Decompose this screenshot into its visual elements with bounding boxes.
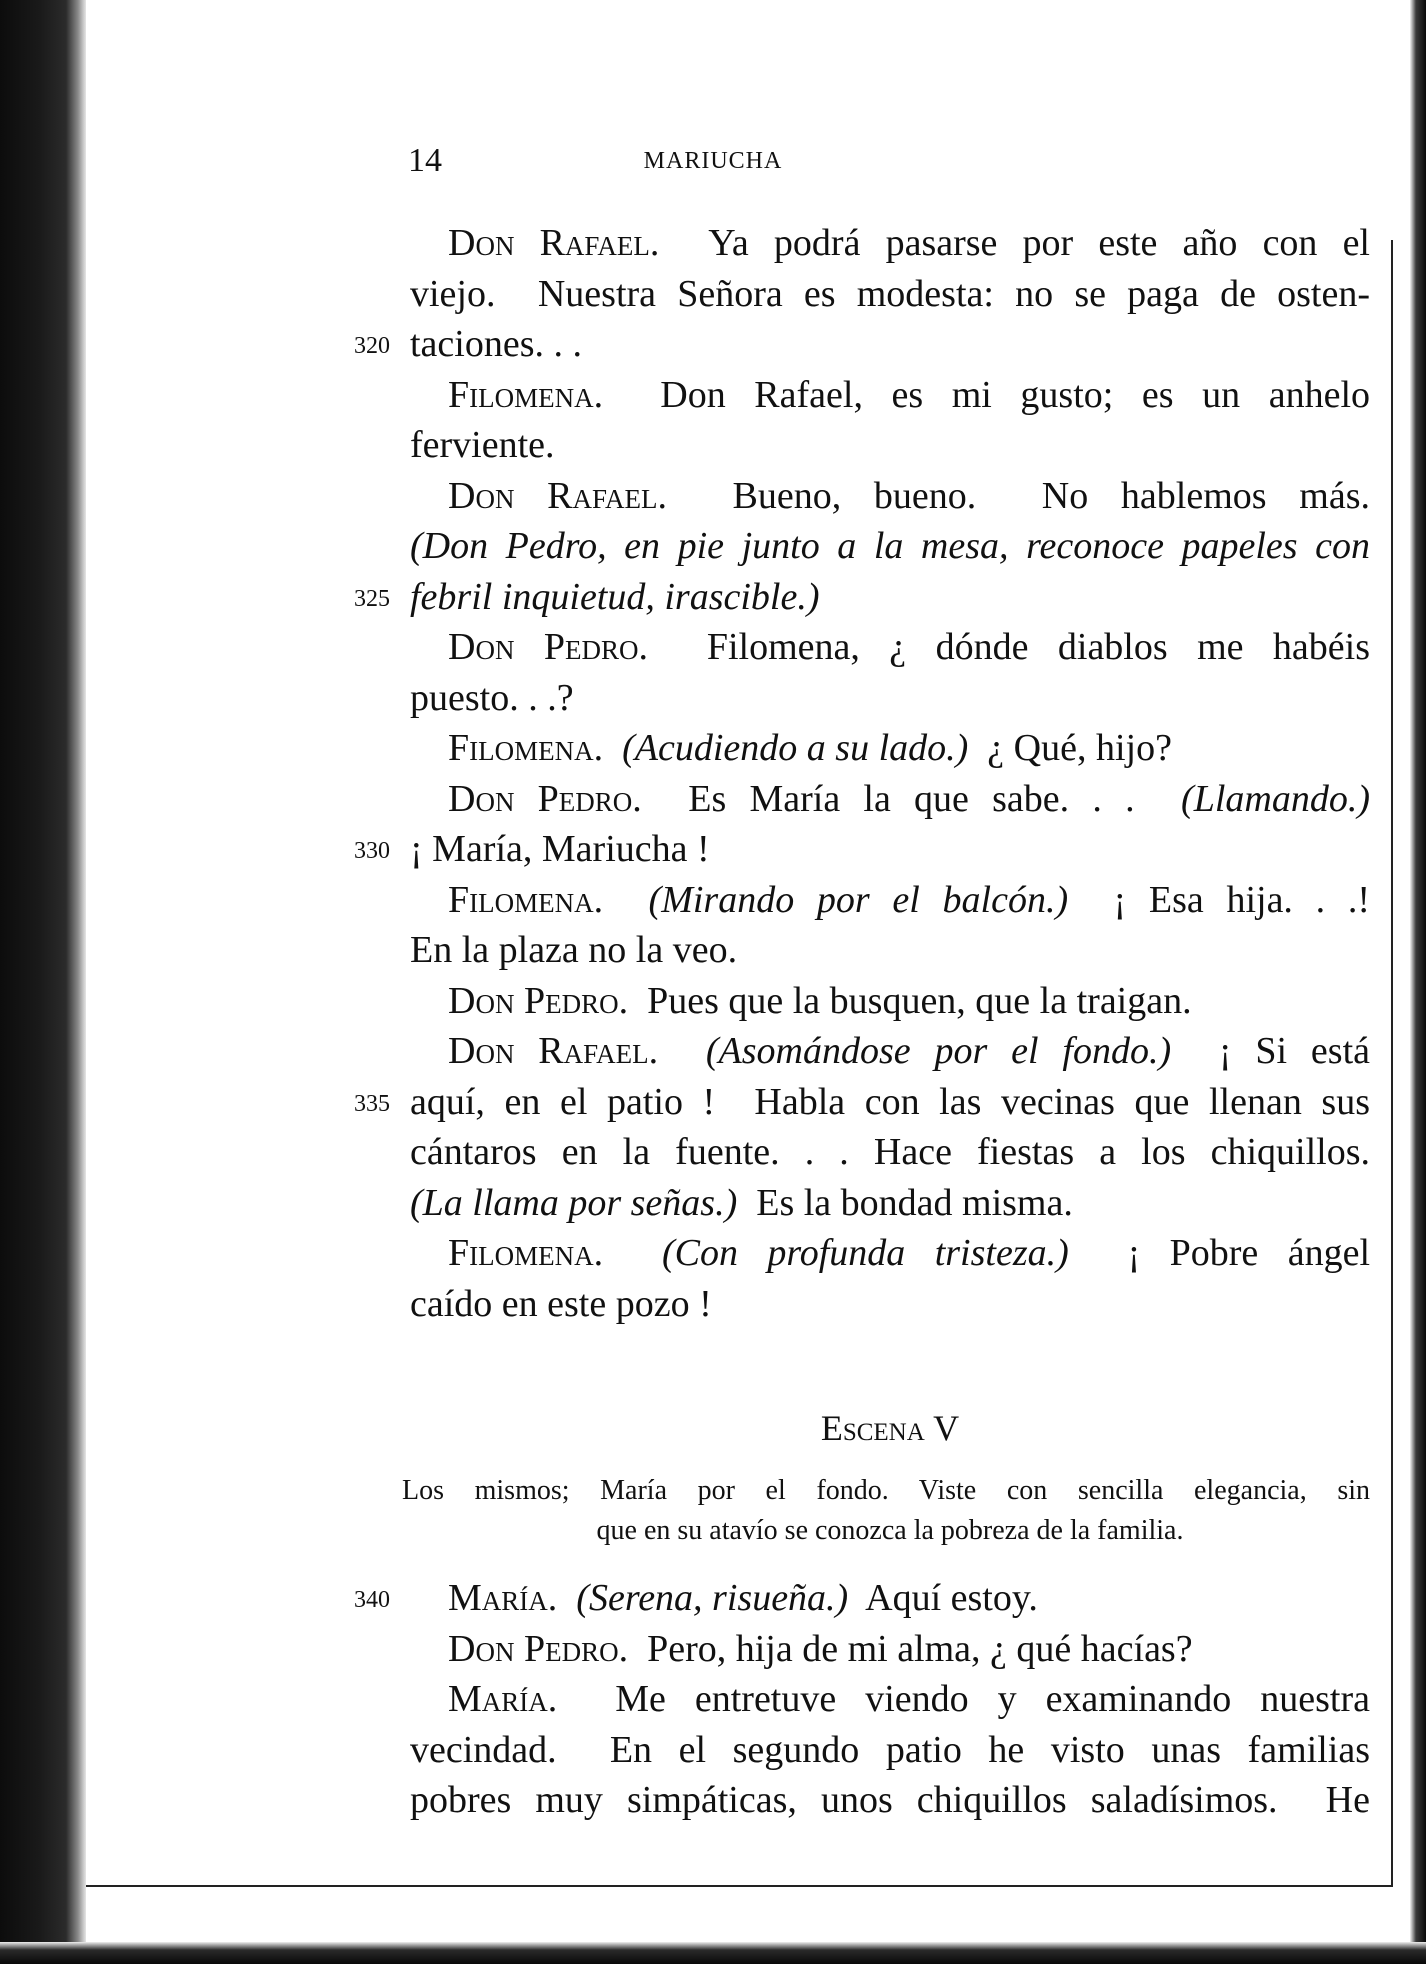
text-line (410, 1775, 1370, 1826)
text-line (410, 218, 1370, 269)
text-line (354, 1077, 1370, 1128)
speaker-name: Don Pedro. (448, 626, 648, 668)
dialogue-text: taciones. . . (410, 323, 583, 365)
line-number: 320 (354, 333, 390, 359)
speaker-name: Don Pedro. (448, 979, 629, 1022)
dialogue-text: ¡ María, Mariucha ! (410, 828, 710, 870)
text-line (354, 824, 1370, 875)
speaker-name: Filomena. (448, 1232, 604, 1274)
stage-direction: (La llama por señas.) (410, 1181, 738, 1224)
line-number: 340 (354, 1587, 390, 1613)
scene-description (402, 1471, 1370, 1551)
dialogue-text (603, 727, 622, 769)
dialogue-text: viejo. Nuestra Señora es modesta: no se paga de osten- (410, 272, 1370, 315)
dialogue-text: vecindad. En el segundo patio he visto unas familias (410, 1728, 1370, 1771)
dialogue-text: ferviente. (410, 424, 555, 466)
stage-direction: febril inquietud, irascible.) (410, 575, 820, 618)
scene-description-line-1: Los mismos; María por el fondo. Viste con sencilla elegancia, sin (402, 1475, 1370, 1506)
scene-description-line-2: que en su atavío se conozca la pobreza de la familia. (596, 1515, 1184, 1546)
speaker-name: Filomena. (448, 727, 604, 769)
speaker-name: María. (448, 1678, 558, 1720)
speaker-name: Don Rafael. (448, 222, 660, 264)
dialogue-text: Pero, hija de mi alma, ¿ qué hacías? (628, 1627, 1193, 1670)
line-number: 325 (354, 585, 390, 612)
dialogue-part-2 (354, 1573, 1370, 1826)
text-line (354, 572, 1370, 623)
speaker-name: Don Pedro. (448, 777, 642, 820)
book-binding-right (1410, 0, 1426, 1964)
stage-direction: (Serena, risueña.) (576, 1577, 849, 1619)
page-number: 14 (408, 142, 442, 179)
dialogue-text: aquí, en el patio ! Habla con las vecinas que llenan sus (410, 1080, 1370, 1123)
dialogue-text: ¡ Si está (1171, 1030, 1370, 1072)
dialogue-text: Don Rafael, es mi gusto; es un anhelo (603, 373, 1370, 416)
text-line (410, 976, 1370, 1027)
page-frame-right (1391, 240, 1393, 1885)
dialogue-text: Bueno, bueno. No hablemos más. (667, 474, 1370, 517)
dialogue-text: Ya podrá pasarse por este año con el (659, 222, 1370, 264)
scene-title (410, 1393, 1370, 1463)
dialogue-text: ¡ Esa hija. . .! (1068, 878, 1371, 921)
speaker-name: Don Pedro. (448, 1627, 629, 1670)
stage-direction: (Llamando.) (1181, 777, 1370, 820)
text-line (410, 673, 1370, 724)
stage-direction: (Con profunda tristeza.) (661, 1232, 1069, 1274)
text-block (354, 218, 1371, 1826)
text-line (354, 1573, 1370, 1624)
text-line (410, 521, 1370, 572)
text-line (410, 774, 1370, 825)
text-line (410, 1674, 1370, 1725)
scene-title-text: Escena V (820, 1408, 960, 1448)
dialogue-text (603, 879, 648, 921)
text-line (410, 1624, 1370, 1675)
stage-direction: (Don Pedro, en pie junto a la mesa, reconoce papeles con (410, 525, 1370, 567)
text-line (410, 1026, 1370, 1077)
dialogue-text: caído en este pozo ! (410, 1282, 712, 1325)
dialogue-text: Filomena, ¿ dónde diablos me habéis (648, 626, 1370, 668)
dialogue-text: ¡ Pobre ángel (1068, 1232, 1370, 1274)
line-number: 330 (354, 838, 390, 864)
text-line (410, 1228, 1370, 1279)
text-line (410, 1178, 1370, 1229)
speaker-name: Filomena. (448, 373, 604, 416)
dialogue-text: Es María la que sabe. . . (641, 777, 1182, 820)
text-line (410, 925, 1370, 976)
dialogue-text: Pues que la busquen, que la traigan. (628, 979, 1192, 1022)
dialogue-text: Es la bondad misma. (737, 1181, 1073, 1224)
text-line (410, 471, 1370, 522)
dialogue-text (603, 1232, 662, 1274)
speaker-name: Don Rafael. (448, 474, 668, 517)
book-binding-left (0, 0, 86, 1964)
stage-direction: (Mirando por el balcón.) (648, 878, 1069, 921)
speaker-name: María. (448, 1577, 558, 1619)
speaker-name: Don Rafael. (448, 1030, 659, 1072)
text-line (410, 370, 1370, 421)
dialogue-text: pobres muy simpáticas, unos chiquillos saladísimos. He (410, 1779, 1370, 1821)
dialogue-text (658, 1030, 706, 1072)
dialogue-text: Aquí estoy. (848, 1577, 1038, 1619)
dialogue-text (557, 1577, 576, 1619)
speaker-name: Filomena. (448, 878, 604, 921)
text-line (354, 319, 1370, 370)
dialogue-text: Me entretuve viendo y examinando nuestra (557, 1678, 1370, 1720)
book-binding-bottom (0, 1942, 1426, 1964)
text-line (410, 1127, 1370, 1178)
line-number: 335 (354, 1090, 390, 1117)
dialogue-text: puesto. . .? (410, 676, 574, 719)
text-line (410, 875, 1370, 926)
section-gap (410, 1329, 1370, 1393)
text-line (410, 723, 1370, 774)
text-line (410, 1725, 1370, 1776)
stage-direction: (Asomándose por el fondo.) (705, 1030, 1172, 1072)
dialogue-text: cántaros en la fuente. . . Hace fiestas a los chiquillos. (410, 1131, 1370, 1173)
dialogue-text: En la plaza no la veo. (410, 929, 738, 971)
dialogue-text: ¿ Qué, hijo? (968, 727, 1172, 769)
dialogue-part-1 (354, 218, 1371, 1329)
page-header (0, 142, 1426, 182)
text-line (410, 420, 1370, 471)
page-frame-bottom (86, 1885, 1393, 1887)
text-line (410, 1279, 1370, 1330)
text-line (410, 622, 1370, 673)
stage-direction: (Acudiendo a su lado.) (622, 727, 969, 769)
running-head: MARIUCHA (643, 148, 783, 174)
text-line (410, 269, 1370, 320)
